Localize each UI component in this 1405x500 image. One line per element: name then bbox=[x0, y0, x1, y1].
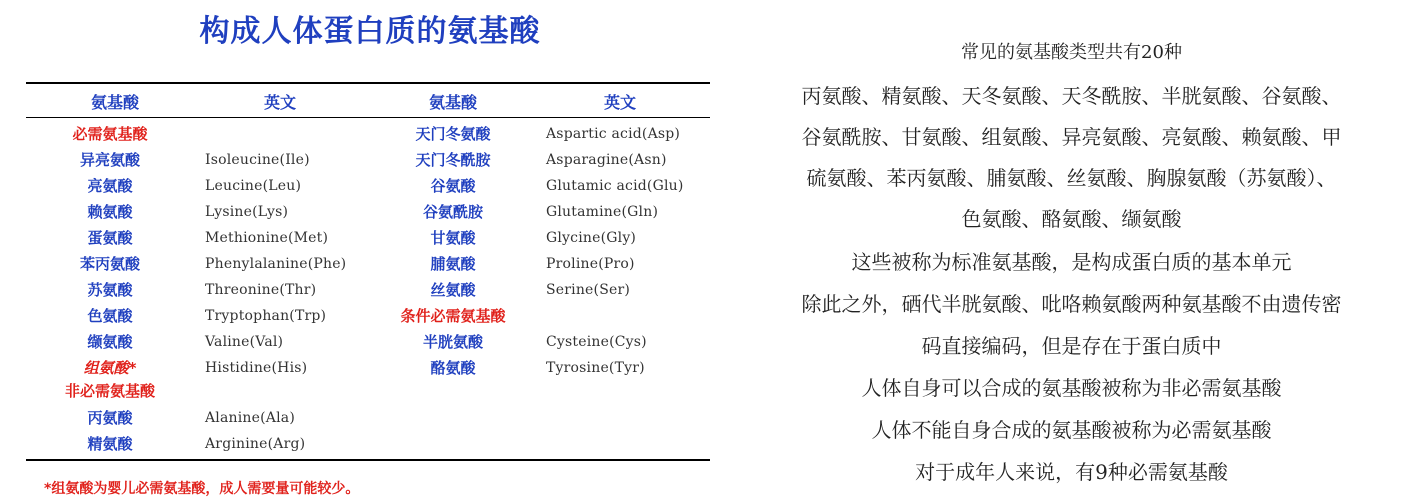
amino-acid-cn-name: 丙氨酸 bbox=[87, 409, 133, 427]
table-top-rule bbox=[26, 82, 710, 84]
notes-panel bbox=[738, 0, 1405, 500]
notes-list-line: 硫氨酸、苯丙氨酸、脯氨酸、丝氨酸、胸腺氨酸（苏氨酸）、 bbox=[806, 166, 1337, 190]
amino-acid-en-name: Tyrosine(Tyr) bbox=[546, 360, 645, 376]
notes-line: 码直接编码，但是存在于蛋白质中 bbox=[921, 334, 1222, 358]
header-amino-acid-left: 氨基酸 bbox=[90, 93, 139, 112]
amino-acid-en-name: Histidine(His) bbox=[205, 360, 308, 376]
amino-acid-cn-name: 丝氨酸 bbox=[430, 281, 476, 299]
table-footnote: *组氨酸为婴儿必需氨基酸，成人需要量可能较少。 bbox=[44, 481, 360, 497]
amino-acid-cn-name: 苏氨酸 bbox=[87, 281, 133, 299]
amino-acid-en-name: Arginine(Arg) bbox=[205, 436, 306, 452]
amino-acid-en-name: Asparagine(Asn) bbox=[546, 152, 667, 168]
amino-acid-en-name: Alanine(Ala) bbox=[205, 410, 295, 426]
amino-acid-cn-name: 天门冬氨酸 bbox=[415, 125, 491, 143]
amino-acid-en-name: Threonine(Thr) bbox=[205, 282, 317, 298]
notes-line: 人体不能自身合成的氨基酸被称为必需氨基酸 bbox=[871, 418, 1272, 442]
amino-acid-en-name: Valine(Val) bbox=[205, 334, 284, 350]
amino-acid-cn-name: 精氨酸 bbox=[87, 435, 133, 453]
amino-acid-en-name: Serine(Ser) bbox=[546, 282, 631, 298]
amino-acid-en-name: Proline(Pro) bbox=[546, 256, 635, 272]
notes-heading: 常见的氨基酸类型共有20种 bbox=[961, 42, 1182, 63]
amino-acid-cn-name: 谷氨酸 bbox=[430, 177, 476, 195]
amino-acid-cn-name: 甘氨酸 bbox=[430, 229, 476, 247]
notes-line: 这些被称为标准氨基酸，是构成蛋白质的基本单元 bbox=[851, 250, 1292, 274]
table-bottom-rule bbox=[26, 459, 710, 461]
amino-acid-en-name: Leucine(Leu) bbox=[205, 178, 302, 194]
header-english-left: 英文 bbox=[263, 93, 296, 112]
amino-acid-cn-name: 异亮氨酸 bbox=[79, 151, 140, 169]
amino-acid-cn-name: 必需氨基酸 bbox=[72, 125, 148, 143]
amino-acid-cn-name: 缬氨酸 bbox=[87, 333, 133, 351]
table-header-rule bbox=[26, 117, 710, 118]
amino-acid-cn-name: 色氨酸 bbox=[87, 307, 133, 325]
amino-acid-en-name: Glutamine(Gln) bbox=[546, 204, 659, 220]
amino-acid-en-name: Isoleucine(Ile) bbox=[205, 152, 310, 168]
amino-acid-cn-name: 蛋氨酸 bbox=[87, 229, 133, 247]
amino-acid-en-name: Lysine(Lys) bbox=[205, 204, 289, 220]
amino-acid-cn-name: 半胱氨酸 bbox=[422, 333, 483, 351]
amino-acid-en-name: Glycine(Gly) bbox=[546, 230, 637, 246]
amino-acid-cn-name: 苯丙氨酸 bbox=[79, 255, 140, 273]
amino-acid-en-name: Cysteine(Cys) bbox=[546, 334, 647, 350]
amino-acid-cn-name: 酪氨酸 bbox=[430, 359, 476, 377]
amino-acid-cn-name: 条件必需氨基酸 bbox=[400, 307, 506, 325]
amino-acid-cn-name: 组氨酸* bbox=[83, 359, 137, 377]
notes-list-line: 谷氨酰胺、甘氨酸、组氨酸、异亮氨酸、亮氨酸、赖氨酸、甲 bbox=[801, 125, 1342, 149]
amino-acid-cn-name: 赖氨酸 bbox=[87, 203, 133, 221]
table-title: 构成人体蛋白质的氨基酸 bbox=[199, 14, 541, 49]
amino-acid-cn-name: 非必需氨基酸 bbox=[64, 382, 155, 400]
notes-line: 人体自身可以合成的氨基酸被称为非必需氨基酸 bbox=[861, 376, 1282, 400]
header-english-right: 英文 bbox=[603, 93, 636, 112]
amino-acid-en-name: Aspartic acid(Asp) bbox=[546, 126, 681, 142]
header-amino-acid-right: 氨基酸 bbox=[428, 93, 477, 112]
amino-acid-en-name: Methionine(Met) bbox=[205, 230, 329, 246]
amino-acid-en-name: Phenylalanine(Phe) bbox=[205, 256, 347, 272]
notes-line: 对于成年人来说，有9种必需氨基酸 bbox=[915, 460, 1228, 484]
notes-list-line: 色氨酸、酪氨酸、缬氨酸 bbox=[961, 207, 1182, 231]
amino-acid-cn-name: 谷氨酰胺 bbox=[422, 203, 483, 221]
amino-acid-en-name: Glutamic acid(Glu) bbox=[546, 178, 684, 194]
amino-acid-cn-name: 脯氨酸 bbox=[430, 255, 476, 273]
amino-acid-cn-name: 亮氨酸 bbox=[87, 177, 133, 195]
amino-acid-en-name: Tryptophan(Trp) bbox=[205, 308, 327, 324]
notes-list-line: 丙氨酸、精氨酸、天冬氨酸、天冬酰胺、半胱氨酸、谷氨酸、 bbox=[801, 84, 1342, 108]
notes-line: 除此之外，硒代半胱氨酸、吡咯赖氨酸两种氨基酸不由遗传密 bbox=[801, 292, 1342, 316]
amino-acid-cn-name: 天门冬酰胺 bbox=[415, 151, 491, 169]
